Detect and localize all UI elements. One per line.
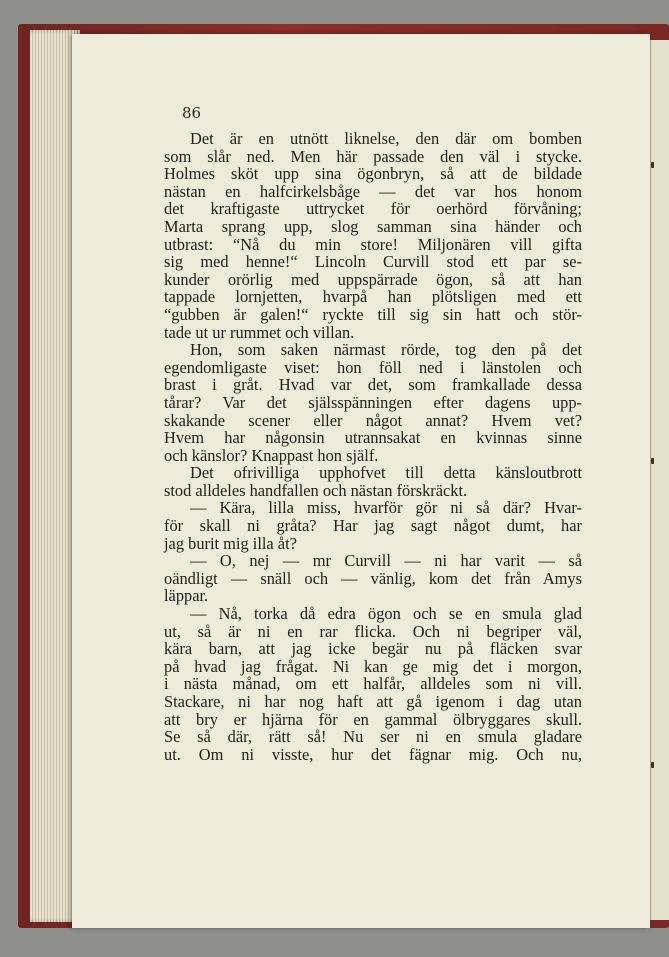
- text-line: läppar.: [164, 586, 209, 606]
- text-line: jag burit mig illa åt?: [164, 533, 297, 553]
- text-line: stod alldeles handfallen och nästan förskräckt.: [164, 480, 468, 500]
- text-line: ut, så är ni en rar flicka. Och ni begriper väl,: [164, 621, 582, 641]
- text-line: brast i gråt. Hvad var det, som framkallade dessa: [164, 375, 582, 395]
- text-line: det kraftigaste uttrycket för oerhörd förvåning;: [164, 199, 582, 219]
- text-line: nästan en halfcirkelsbåge — det var hos honom: [164, 181, 582, 201]
- text-line: Marta sprang upp, slog samman sina händer och: [164, 216, 582, 236]
- text-line: skakande scener eller något annat? Hvem vet?: [164, 410, 582, 430]
- text-line: Stackare, ni har nog haft att gå igenom i dag utan: [164, 692, 582, 711]
- text-line: “gubben är galen!“ ryckte till sig sin hatt och stör-: [164, 304, 582, 324]
- text-line: i nästa månad, om ett halfår, alldeles som ni vill.: [164, 674, 582, 694]
- text-line: sig med henne!“ Lincoln Curvill stod ett par se-: [164, 252, 582, 272]
- text-line: kära barn, att jag icke begär nu på fläcken svar: [164, 639, 582, 659]
- text-line: som slår ned. Men här passade den väl i stycke.: [164, 146, 582, 166]
- text-line: — Kära, lilla miss, hvarför gör ni så där? Hvar-: [190, 498, 582, 518]
- text-line: tappade lornjetten, hvarpå han plötsligen med ett: [164, 287, 582, 307]
- text-line: — Nå, torka då edra ögon och se en smula glad: [190, 604, 582, 624]
- text-line: — O, nej — mr Curvill — ni har varit — så: [190, 551, 582, 571]
- text-line: Se så där, rätt så! Nu ser ni en smula gladare: [164, 727, 582, 747]
- text-line: Det ofrivilliga upphofvet till detta känsloutbrott: [190, 463, 582, 483]
- text-line: tårar? Var det själsspänningen efter dagens upp-: [164, 392, 582, 412]
- edge-mark: [651, 458, 654, 464]
- text-line: för skall ni gråta? Har jag sagt något dumt, har: [164, 516, 582, 536]
- text-line: att bry er hjärna för en gammal ölbryggares skull.: [164, 709, 582, 729]
- page-number: 86: [182, 104, 202, 122]
- text-line: kunder orörlig med uppspärrade ögon, så att han: [164, 269, 582, 289]
- text-line: Hon, som saken närmast rörde, tog den på det: [190, 340, 582, 360]
- text-line: ut. Om ni visste, hur det fägnar mig. Och nu,: [164, 744, 582, 764]
- text-line: oändligt — snäll och — vänlig, kom det från Amys: [164, 568, 582, 588]
- edge-mark: [651, 762, 654, 768]
- text-line: Hvem har någonsin utrannsakat en kvinnas sinne: [164, 428, 582, 448]
- text-line: och känslor? Knappast hon själf.: [164, 445, 379, 465]
- text-line: egendomligaste viset: hon föll ned i länstolen och: [164, 357, 582, 377]
- text-line: Holmes sköt upp sina ögonbryn, så att de bildade: [164, 164, 582, 184]
- text-line: utbrast: “Nå du min store! Miljonären vill gifta: [164, 234, 582, 254]
- text-line: på hvad jag frågat. Ni kan ge mig det i morgon,: [164, 656, 582, 676]
- facing-page-edge: [650, 40, 669, 920]
- text-line: Det är en utnött liknelse, den där om bomben: [190, 129, 582, 148]
- text-line: tade ut ur rummet och villan.: [164, 322, 355, 342]
- page-text: [164, 130, 582, 763]
- edge-mark: [651, 162, 654, 168]
